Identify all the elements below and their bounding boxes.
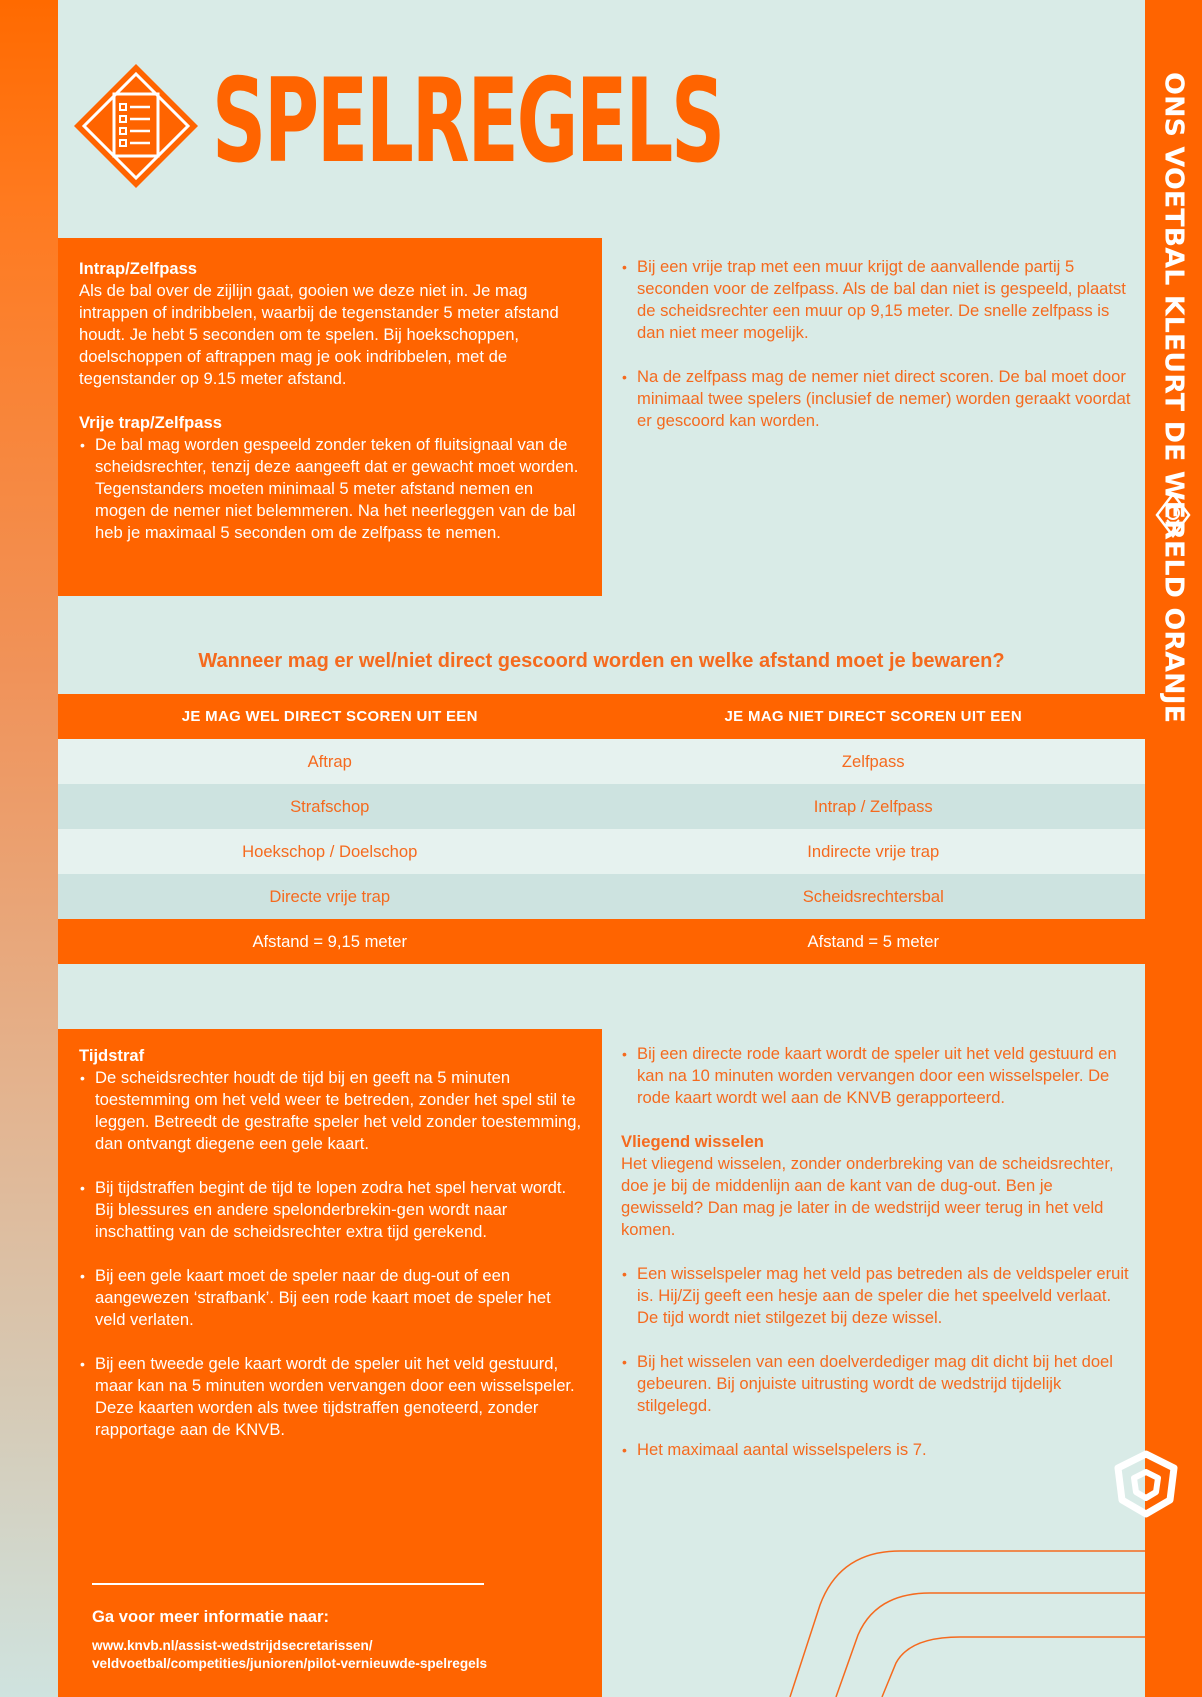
- table-cell: Strafschop: [290, 796, 370, 816]
- vliegend-text: Het vliegend wisselen, zonder onderbreking van de scheidsrechter, doe je bij de middenlijn aan de kant van de dug-out. Ben je gewisseld? Dan mag je later in de wedstrijd weer terug in het veld komen.: [621, 1154, 1114, 1239]
- scoring-table: [58, 694, 1145, 964]
- table-question: Wanneer mag er wel/niet direct gescoord worden en welke afstand moet je bewaren?: [198, 650, 1005, 672]
- table-cell: Zelfpass: [841, 751, 905, 771]
- table-header-wel: JE MAG WEL DIRECT SCOREN UIT EEN: [181, 708, 478, 725]
- url-line-2: veldvoetbal/competities/junioren/pilot-vernieuwde-spelregels: [92, 1656, 488, 1671]
- rode-kaart-bullet: • Bij een directe rode kaart wordt de speler uit het veld gestuurd en kan na 10 minuten worden vervangen door een wisselspeler. De rode kaart wordt wel aan de KNVB gerapporteerd.: [621, 1043, 1131, 1109]
- checklist-icon: [72, 62, 200, 190]
- url-line-1: www.knvb.nl/assist-wedstrijdsecretarissen/: [92, 1638, 373, 1653]
- tijdstraf-box: [58, 1029, 602, 1697]
- tijdstraf-heading: Tijdstraf: [79, 1046, 145, 1065]
- intrap-text: Als de bal over de zijlijn gaat, gooien we deze niet in. Je mag intrappen of indribbelen, waarbij de tegenstander 5 meter afstand houdt. Je hebt 5 seconden om te spelen. Bij hoekschoppen, doelschoppen of aftrappen mag je ook indribbelen, met de tegenstander op 9.15 meter afstand.: [79, 281, 559, 388]
- vliegend-heading: Vliegend wisselen: [621, 1132, 764, 1151]
- wisselen-column: [621, 1043, 1131, 1483]
- table-header-niet: JE MAG NIET DIRECT SCOREN UIT EEN: [724, 708, 1022, 725]
- table-cell: Directe vrije trap: [269, 886, 391, 906]
- left-gradient-strip: [0, 0, 58, 1697]
- afstand-wel: Afstand = 9,15 meter: [252, 931, 407, 951]
- table-cell: Intrap / Zelfpass: [813, 796, 933, 816]
- more-info-label: Ga voor meer informatie naar:: [92, 1607, 329, 1626]
- table-cell: Aftrap: [307, 751, 352, 771]
- tijdstraf-bullet: • Bij een gele kaart moet de speler naar de dug-out of een aangewezen ‘strafbank’. Bij een rode kaart moet de speler het veld verlaten.: [79, 1265, 582, 1331]
- more-info-url[interactable]: [92, 1637, 487, 1673]
- muur-bullet: • Bij een vrije trap met een muur krijgt de aanvallende partij 5 seconden voor de zelfpass. Als de bal dan niet is gespeeld, plaatst de scheidsrechter een muur op 9,15 meter. De snelle zelfpass is dan niet meer mogelijk.: [621, 256, 1131, 344]
- tijdstraf-bullet: • Bij tijdstraffen begint de tijd te lopen zodra het spel hervat wordt. Bij blessures en andere spelonderbrekin-gen wordt naar inschatting van de scheidsrechter extra tijd gerekend.: [79, 1177, 582, 1243]
- lion-crest-icon: [1155, 492, 1191, 538]
- wissel-bullet: • Een wisselspeler mag het veld pas betreden als de veldspeler eruit is. Hij/Zij geeft een hesje aan de speler die het speelveld verlaat. De tijd wordt niet stilgezet bij deze wissel.: [621, 1263, 1131, 1329]
- divider: [92, 1583, 484, 1585]
- tijdstraf-bullet: • Bij een tweede gele kaart wordt de speler uit het veld gestuurd, maar kan na 5 minuten worden vervangen door een wisselspeler. Deze kaarten worden als twee tijdstraffen genoteerd, zonder rapportage aan de KNVB.: [79, 1353, 582, 1441]
- table-row: [58, 739, 1145, 784]
- table-cell: Hoekschop / Doelschop: [242, 841, 418, 861]
- table-cell: Indirecte vrije trap: [807, 841, 940, 861]
- slogan-text: ONS VOETBAL KLEURT DE WERELD ORANJE: [1158, 72, 1189, 724]
- vrijetrap-extra: [621, 256, 1131, 454]
- wissel-bullet: • Het maximaal aantal wisselspelers is 7.: [621, 1439, 1131, 1461]
- table-footer-row: [58, 919, 1145, 964]
- vrijetrap-heading: Vrije trap/Zelfpass: [79, 413, 222, 432]
- decorative-track-lines: [780, 1545, 1145, 1697]
- wissel-bullet: • Bij het wisselen van een doelverdediger mag dit dicht bij het doel gebeuren. Bij onjuiste uitrusting wordt de wedstrijd tijdelijk stilgelegd.: [621, 1351, 1131, 1417]
- intrap-box: [58, 238, 602, 596]
- vrijetrap-bullet: • De bal mag worden gespeeld zonder teken of fluitsignaal van de scheidsrechter, tenzij deze aangeeft dat er gewacht moet worden. Tegenstanders moeten minimaal 5 meter afstand nemen en mogen de nemer niet belemmeren. Na het neerleggen van de bal heb je maximaal 5 seconden om de zelfpass te nemen.: [79, 434, 582, 544]
- table-header-row: [58, 694, 1145, 739]
- page-title: SPELREGELS: [212, 54, 724, 189]
- tijdstraf-bullet: • De scheidsrechter houdt de tijd bij en geeft na 5 minuten toestemming om het veld weer te betreden, zonder het spel stil te leggen. Betreedt de gestrafte speler het veld zonder toestemming, dan ontvangt diegene een gele kaart.: [79, 1067, 582, 1155]
- table-row: [58, 829, 1145, 874]
- vertical-slogan: [1145, 72, 1202, 724]
- table-row: [58, 874, 1145, 919]
- afstand-niet: Afstand = 5 meter: [807, 931, 939, 951]
- intrap-heading: Intrap/Zelfpass: [79, 259, 198, 278]
- table-row: [58, 784, 1145, 829]
- table-cell: Scheidsrechtersbal: [802, 886, 944, 906]
- zelfpass-score-bullet: • Na de zelfpass mag de nemer niet direct scoren. De bal moet door minimaal twee spelers (inclusief de nemer) worden geraakt voordat er gescoord kan worden.: [621, 366, 1131, 432]
